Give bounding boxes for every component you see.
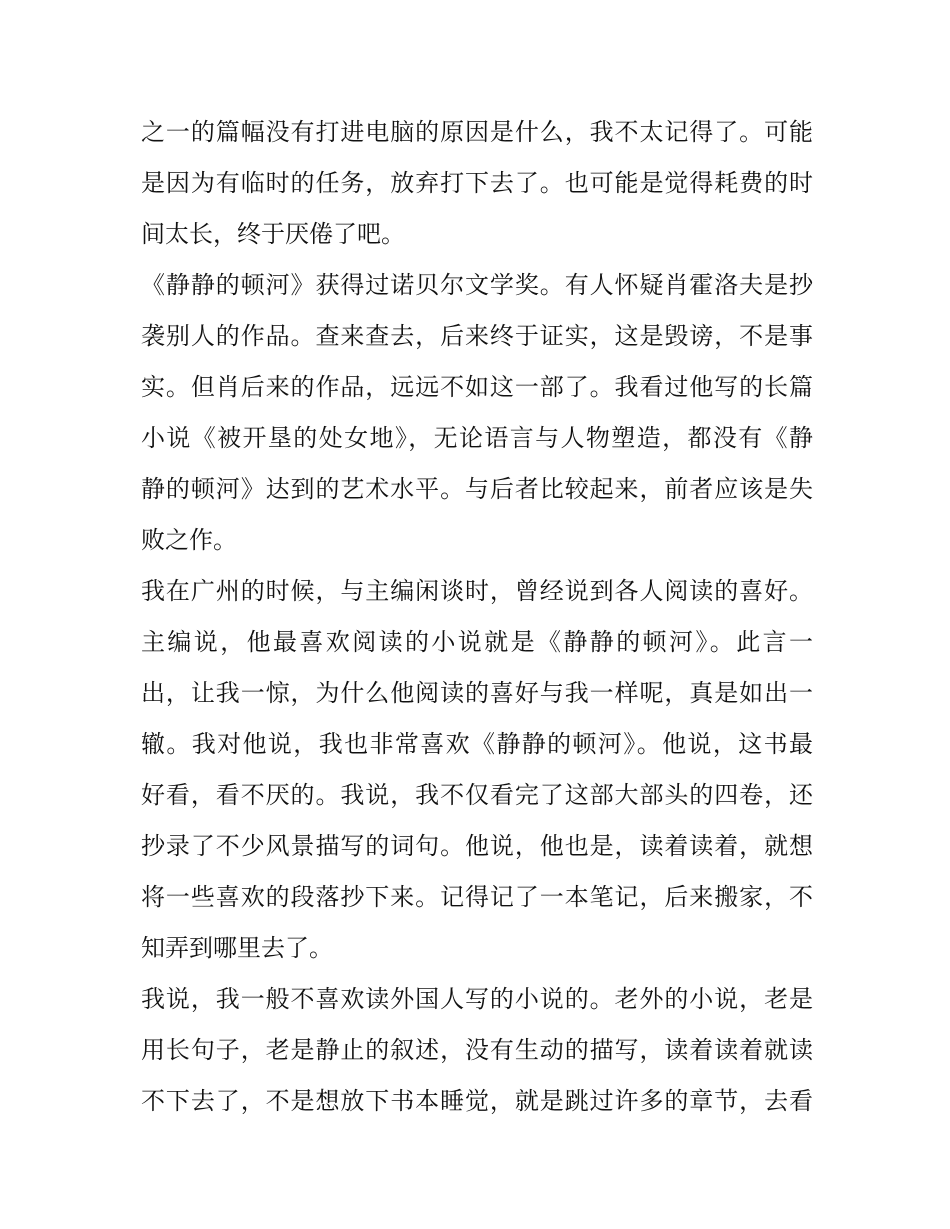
text-line-15: 抄录了不少风景描写的词句。他说，他也是，读着读着，就想 [141, 832, 813, 860]
text-line-7: 小说《被开垦的处女地》，无论语言与人物塑造，都没有《静 [141, 424, 813, 452]
text-line-9: 败之作。 [141, 526, 237, 554]
body-text [141, 107, 813, 1127]
text-line-11: 主编说，他最喜欢阅读的小说就是《静静的顿河》。此言一 [141, 628, 813, 656]
text-line-12: 出，让我一惊，为什么他阅读的喜好与我一样呢，真是如出一 [141, 679, 813, 707]
text-line-5: 袭别人的作品。查来查去，后来终于证实，这是毁谤，不是事 [141, 322, 813, 350]
text-line-10: 我在广州的时候，与主编闲谈时，曾经说到各人阅读的喜好。 [141, 577, 813, 605]
text-line-3: 间太长，终于厌倦了吧。 [141, 220, 405, 248]
text-line-1: 之一的篇幅没有打进电脑的原因是什么，我不太记得了。可能 [141, 118, 813, 146]
text-line-16: 将一些喜欢的段落抄下来。记得记了一本笔记，后来搬家，不 [141, 883, 813, 911]
text-line-18: 我说，我一般不喜欢读外国人写的小说的。老外的小说，老是 [141, 985, 813, 1013]
text-line-17: 知弄到哪里去了。 [141, 934, 333, 962]
text-line-19: 用长句子，老是静止的叙述，没有生动的描写，读着读着就读 [141, 1036, 813, 1064]
text-line-4: 《静静的顿河》获得过诺贝尔文学奖。有人怀疑肖霍洛夫是抄 [141, 271, 813, 299]
text-line-13: 辙。我对他说，我也非常喜欢《静静的顿河》。他说，这书最 [141, 730, 813, 758]
text-line-20: 不下去了，不是想放下书本睡觉，就是跳过许多的章节，去看 [141, 1087, 813, 1115]
text-line-2: 是因为有临时的任务，放弃打下去了。也可能是觉得耗费的时 [141, 169, 813, 197]
text-line-8: 静的顿河》达到的艺术水平。与后者比较起来，前者应该是失 [141, 475, 813, 503]
text-line-14: 好看，看不厌的。我说，我不仅看完了这部大部头的四卷，还 [141, 781, 813, 809]
text-line-6: 实。但肖后来的作品，远远不如这一部了。我看过他写的长篇 [141, 373, 813, 401]
